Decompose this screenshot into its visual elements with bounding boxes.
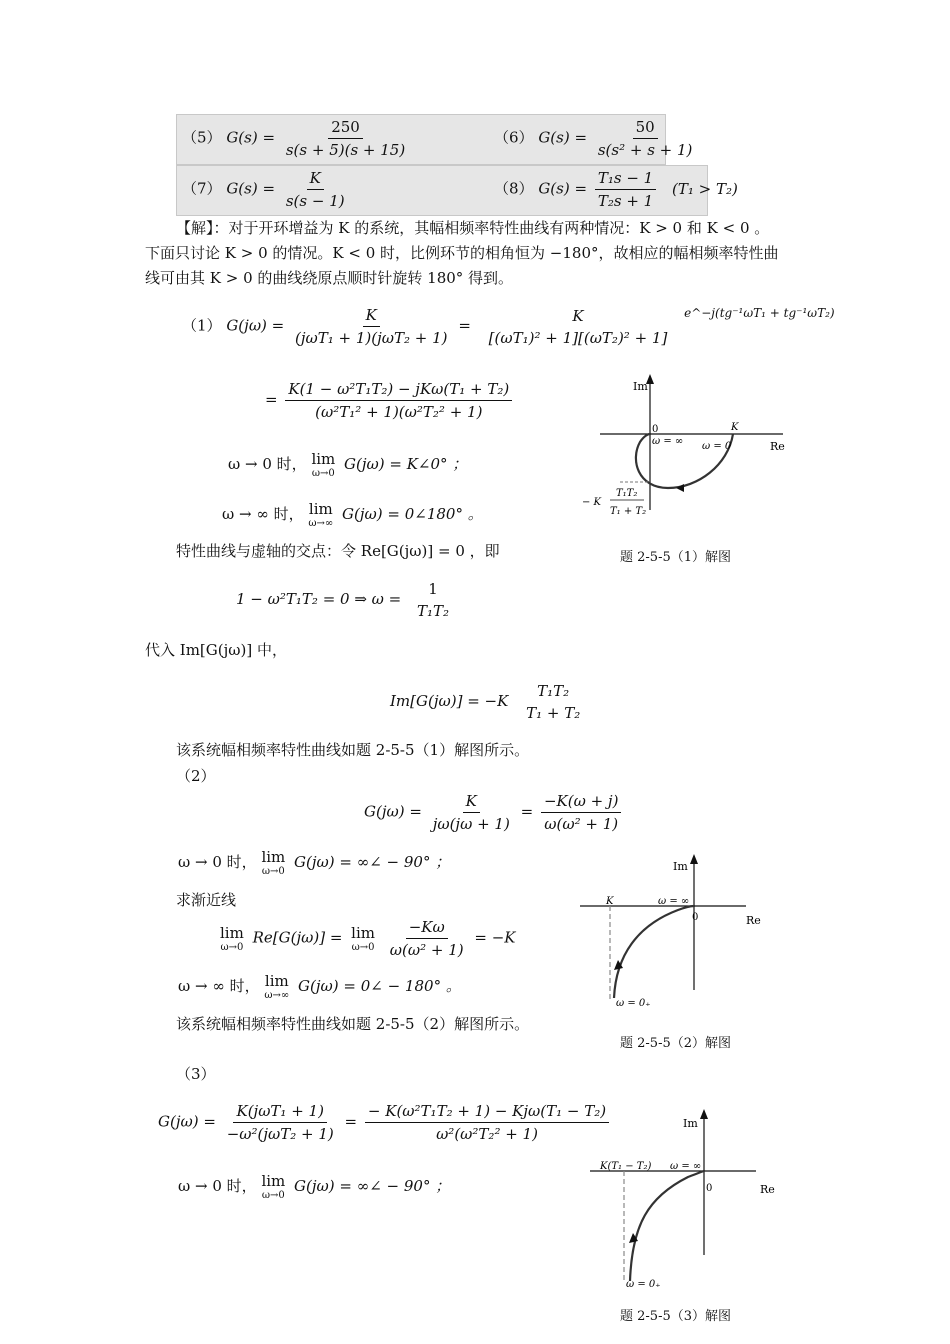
im-label: Im: [673, 860, 688, 873]
lhs: G(jω) =: [158, 1112, 216, 1131]
w-0-label: ω = 0₊: [626, 1279, 661, 1290]
lim-sub: ω→0: [261, 1190, 285, 1201]
re-label: Re: [770, 440, 785, 453]
numerator: 50: [633, 118, 658, 139]
lhs: G(s) =: [226, 128, 276, 147]
lhs: G(s) =: [538, 128, 588, 147]
lhs: G(s) =: [538, 179, 588, 198]
denominator: −ω²(jωT₂ + 1): [226, 1125, 334, 1143]
frac-num: T₁T₂: [616, 488, 638, 499]
tf-8: [494, 169, 738, 210]
lim: lim: [308, 500, 333, 518]
im-label: Im: [633, 380, 648, 393]
w-0-label: ω = 0: [702, 441, 732, 452]
lim-sub: ω→0: [220, 941, 244, 953]
part2-asymptote-text: 求渐近线: [176, 891, 237, 909]
lim-sub: ω→∞: [308, 518, 334, 529]
part1-substitute: 代入 Im[G(jω)] 中，: [145, 641, 287, 659]
part1-lim0: [228, 450, 467, 480]
nyquist-curve: [630, 1171, 704, 1281]
lim: lim: [220, 923, 244, 942]
omega-lhs: 1 − ω²T₁T₂ = 0 ⇒ ω =: [236, 590, 402, 608]
numerator: −Kω: [406, 918, 448, 939]
lim-expr: G(jω) = 0∠180° 。: [342, 505, 483, 523]
part2-liminf: [178, 972, 461, 1002]
solution-line-3: 线可由其 K > 0 的曲线绕原点顺时针旋转 180° 得到。: [145, 269, 514, 287]
condition: (T₁ > T₂): [672, 179, 738, 198]
nyquist-curve: [614, 906, 694, 998]
w-inf-label: ω = ∞: [652, 436, 684, 447]
lim: lim: [261, 848, 286, 866]
equals: =: [458, 316, 471, 335]
numerator: − K(ω²T₁T₂ + 1) − Kjω(T₁ − T₂): [365, 1102, 609, 1123]
nyquist-figure-2: [578, 850, 778, 1020]
lim-expr: G(jω) = ∞∠ − 90° ；: [294, 853, 451, 871]
lhs: G(jω) =: [364, 802, 422, 821]
part3-eq: [158, 1102, 612, 1143]
denominator: [(ωT₁)² + 1][(ωT₂)² + 1]: [488, 328, 668, 347]
numerator: −K(ω + j): [541, 792, 621, 813]
re-expr: Re[G(jω)] =: [252, 928, 343, 947]
lim: lim: [311, 450, 336, 468]
part3-lim0: [178, 1172, 450, 1202]
curve-arrow: [676, 484, 684, 492]
part3-label: （3）: [176, 1065, 216, 1083]
equals: =: [265, 390, 278, 409]
origin-label: 0: [706, 1183, 713, 1194]
numerator: K: [307, 169, 324, 190]
denominator: (jωT₁ + 1)(jωT₂ + 1): [295, 329, 448, 347]
denominator: T₂s + 1: [597, 192, 654, 210]
part1-eq2: [265, 380, 515, 421]
denominator: T₁ + T₂: [526, 704, 581, 722]
lim: lim: [264, 972, 289, 990]
nyquist-figure-3: [588, 1105, 788, 1295]
denominator: ω(ω² + 1): [544, 815, 619, 833]
im-lhs: Im[G(jω)] = −K: [390, 692, 509, 710]
numerator: 1: [428, 580, 438, 598]
numerator: T₁T₂: [537, 682, 570, 700]
item-number: （8）: [494, 179, 534, 198]
equals: =: [520, 802, 534, 821]
k-label: K: [731, 422, 739, 433]
lim-prefix: ω → 0 时，: [228, 455, 307, 473]
exponent: e^−j(tg⁻¹ωT₁ + tg⁻¹ωT₂): [684, 306, 835, 320]
lim-sub: ω→0: [351, 941, 375, 953]
im-label: Im: [683, 1117, 698, 1130]
lim-sub: ω→∞: [264, 990, 290, 1001]
numerator: K: [572, 306, 584, 325]
numerator: K(1 − ω²T₁T₂) − jKω(T₁ + T₂): [285, 380, 512, 401]
part2-conclusion: 该系统幅相频率特性曲线如题 2-5-5（2）解图所示。: [176, 1015, 530, 1033]
part-label: （1）: [182, 316, 222, 335]
item-number: （7）: [182, 179, 222, 198]
solution-line-1: 【解】：对于开环增益为 K 的系统，其幅相频率特性曲线有两种情况：K > 0 和 K < 0 。: [176, 219, 770, 237]
origin-label: 0: [692, 912, 699, 923]
tf-6: [494, 118, 698, 159]
origin-label: 0: [652, 424, 659, 435]
numerator: K: [363, 306, 380, 327]
item-number: （5）: [182, 128, 222, 147]
im-arrow: [700, 1109, 708, 1119]
im-arrow: [690, 854, 698, 864]
solution-line-2: 下面只讨论 K > 0 的情况。K < 0 时，比例环节的相角恒为 −180°，故相应的幅相频率特性曲: [145, 244, 779, 262]
part2-eq: [364, 792, 624, 833]
denominator: (ω²T₁² + 1)(ω²T₂² + 1): [315, 403, 483, 421]
denominator: T₁T₂: [417, 602, 450, 620]
lim-prefix: ω → ∞ 时，: [178, 977, 260, 995]
part1-omega: [236, 580, 455, 620]
item-number: （6）: [494, 128, 534, 147]
lim-prefix: ω → 0 时，: [178, 1177, 257, 1195]
numerator: K: [463, 792, 480, 813]
lim-expr: G(jω) = K∠0° ；: [344, 455, 468, 473]
part1-im: [390, 682, 586, 722]
w-0-label: ω = 0₊: [616, 998, 651, 1009]
part1-eq1: [182, 306, 835, 347]
lim: lim: [261, 1172, 286, 1190]
k-label: K(T₁ − T₂): [600, 1161, 652, 1172]
lim-sub: ω→0: [311, 468, 335, 479]
denominator: ω(ω² + 1): [389, 941, 464, 959]
denominator: s(s² + s + 1): [597, 141, 693, 159]
denominator: s(s + 5)(s + 15): [285, 141, 406, 159]
figure-3-caption: 题 2-5-5（3）解图: [620, 1309, 732, 1324]
part2-lim0: [178, 848, 450, 878]
tf-7: [182, 169, 351, 210]
denominator: s(s − 1): [285, 192, 345, 210]
re-label: Re: [760, 1183, 775, 1196]
part2-asymptote-eq: [220, 918, 516, 959]
equals: =: [344, 1112, 358, 1131]
w-inf-label: ω = ∞: [658, 896, 690, 907]
figure-1-caption: 题 2-5-5（1）解图: [620, 550, 732, 565]
nyquist-figure-1: [578, 370, 798, 560]
tf-5: [182, 118, 411, 159]
re-label: Re: [746, 914, 761, 927]
part2-label: （2）: [176, 767, 216, 785]
figure-2-caption: 题 2-5-5（2）解图: [620, 1036, 732, 1051]
result: = −K: [474, 928, 516, 947]
denominator: ω²(ω²T₂² + 1): [436, 1125, 538, 1143]
numerator: T₁s − 1: [595, 169, 656, 190]
lim-expr: G(jω) = ∞∠ − 90° ；: [294, 1177, 451, 1195]
lim-sub: ω→0: [261, 866, 285, 877]
numerator: 250: [328, 118, 363, 139]
denominator: jω(jω + 1): [432, 815, 510, 833]
neg-k-label: − K: [582, 497, 602, 508]
lim-prefix: ω → 0 时，: [178, 853, 257, 871]
lim-expr: G(jω) = 0∠ − 180° 。: [298, 977, 461, 995]
part1-intersect: 特性曲线与虚轴的交点：令 Re[G(jω)] = 0 ，即: [176, 542, 500, 560]
k-label: K: [606, 896, 614, 907]
part1-conclusion: 该系统幅相频率特性曲线如题 2-5-5（1）解图所示。: [176, 741, 530, 759]
w-inf-label: ω = ∞: [670, 1161, 702, 1172]
lhs: G(jω) =: [226, 316, 285, 335]
frac-den: T₁ + T₂: [610, 506, 647, 517]
part1-liminf: [222, 500, 483, 530]
lim-prefix: ω → ∞ 时，: [222, 505, 304, 523]
lhs: G(s) =: [226, 179, 276, 198]
numerator: K(jωT₁ + 1): [233, 1102, 326, 1123]
lim: lim: [351, 923, 375, 942]
